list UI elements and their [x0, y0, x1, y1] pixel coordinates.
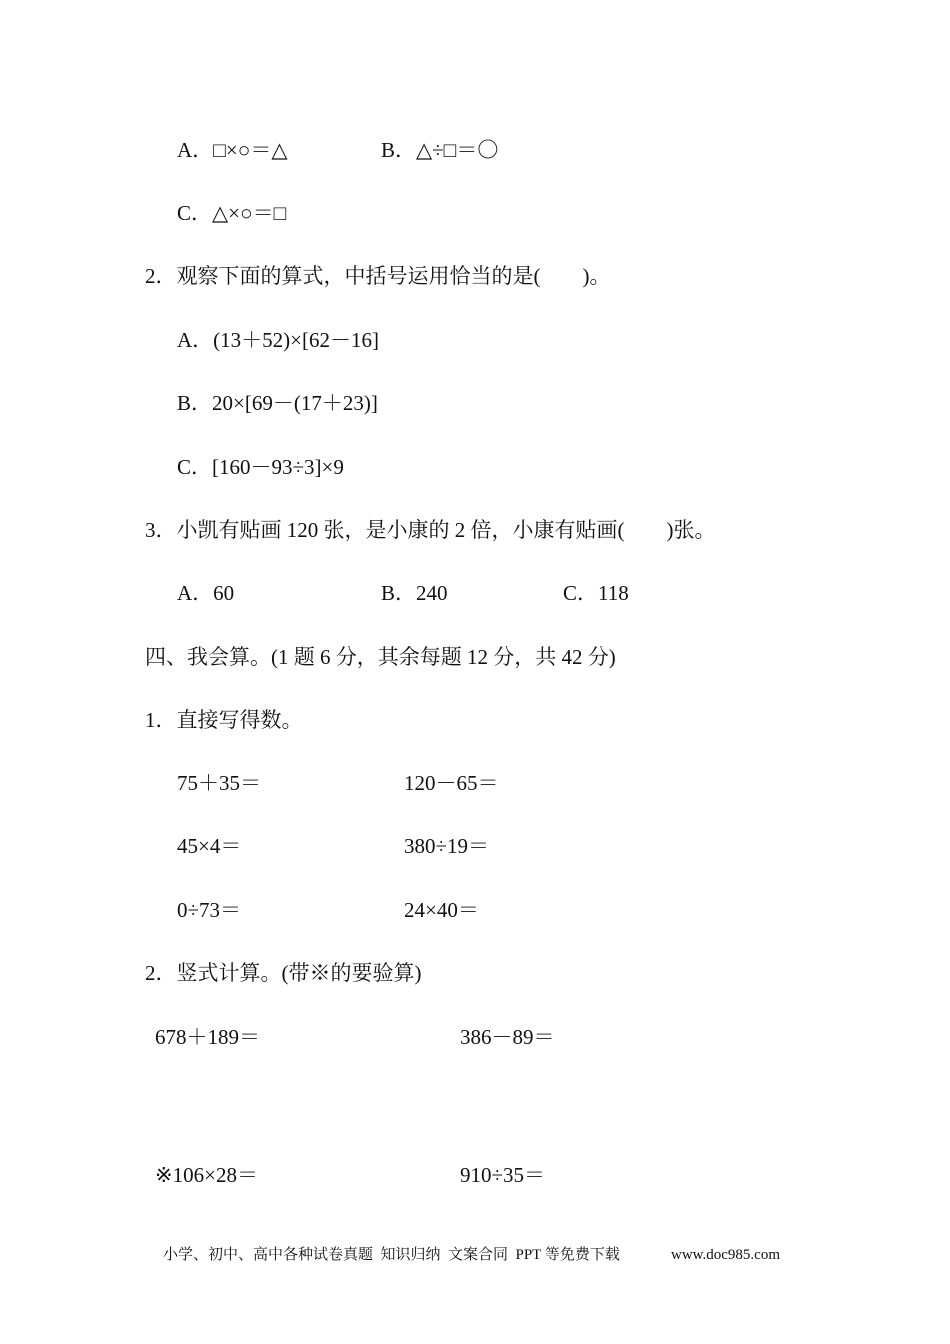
- q1-option-b: B．△÷□＝〇: [381, 138, 499, 162]
- footer-url[interactable]: www.doc985.com: [671, 1247, 781, 1263]
- section4-heading: 四、我会算。(1 题 6 分，其余每题 12 分，共 42 分): [145, 645, 616, 669]
- part1-stem: 1．直接写得数。: [145, 708, 303, 732]
- vertical-calc-item: 678＋189＝: [155, 1025, 260, 1049]
- mental-calc-item: 0÷73＝: [177, 898, 242, 922]
- q2-stem: 2．观察下面的算式，中括号运用恰当的是( )。: [145, 264, 611, 288]
- part2-stem: 2．竖式计算。(带※的要验算): [145, 961, 422, 985]
- vertical-calc-item: 386－89＝: [460, 1025, 555, 1049]
- q3-option-c: C．118: [563, 581, 629, 605]
- mental-calc-item: 75＋35＝: [177, 771, 261, 795]
- q3-stem: 3．小凯有贴画 120 张，是小康的 2 倍，小康有贴画( )张。: [145, 518, 716, 542]
- q2-option-a: A．(13＋52)×[62－16]: [177, 328, 379, 352]
- q1-option-c: C．△×○＝□: [177, 201, 287, 225]
- mental-calc-item: 45×4＝: [177, 834, 242, 858]
- vertical-calc-item: ※106×28＝: [155, 1163, 258, 1187]
- vertical-calc-item: 910÷35＝: [460, 1163, 546, 1187]
- q2-option-b: B．20×[69－(17＋23)]: [177, 391, 378, 415]
- mental-calc-item: 24×40＝: [404, 898, 479, 922]
- q1-option-a: A．□×○＝△: [177, 138, 288, 162]
- mental-calc-item: 380÷19＝: [404, 834, 490, 858]
- mental-calc-item: 120－65＝: [404, 771, 499, 795]
- footer-text: 小学、初中、高中各种试卷真题 知识归纳 文案合同 PPT 等免费下载: [163, 1247, 620, 1263]
- q2-option-c: C．[160－93÷3]×9: [177, 455, 344, 479]
- q3-option-a: A．60: [177, 581, 235, 605]
- q3-option-b: B．240: [381, 581, 448, 605]
